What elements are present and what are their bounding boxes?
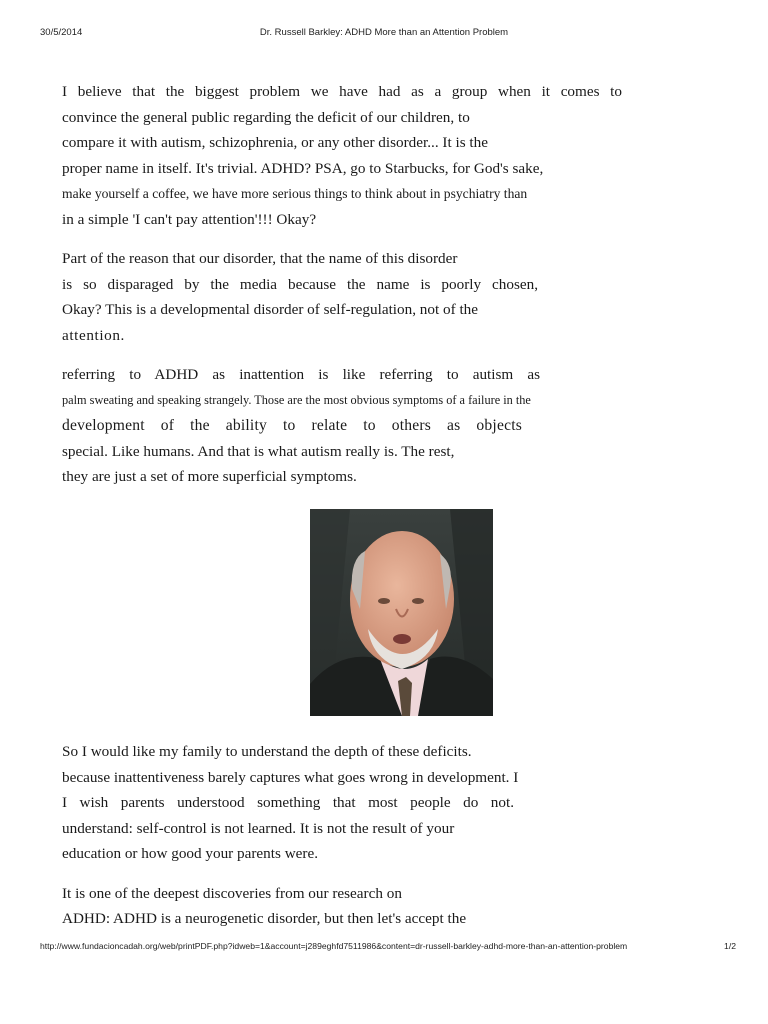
page-number: 1/2 <box>724 941 736 951</box>
text-line: convince the general public regarding the deficit of our children, to <box>62 108 470 126</box>
text-line: understand: self-control is not learned. It is not the result of your <box>62 819 455 837</box>
text-line: It is one of the deepest discoveries from our research on <box>62 884 402 902</box>
text-line: attention. <box>62 326 125 344</box>
paragraph-5 <box>62 881 622 932</box>
speaker-photo-image <box>310 509 493 716</box>
text-line: ADHD: ADHD is a neurogenetic disorder, but then let's accept the <box>62 910 467 927</box>
text-line: compare it with autism, schizophrenia, or any other disorder... It is the <box>62 134 488 151</box>
text-line: special. Like humans. And that is what autism really is. The rest, <box>62 442 455 460</box>
text-line: proper name in itself. It's trivial. ADHD? PSA, go to Starbucks, for God's sake, <box>62 159 544 177</box>
text-line: I wish parents understood something that most people do not. <box>62 794 514 811</box>
text-line: education or how good your parents were. <box>62 845 318 862</box>
text-line: because inattentiveness barely captures what goes wrong in development. I <box>62 768 519 786</box>
article-body-continued <box>62 739 622 946</box>
text-line: they are just a set of more superficial symptoms. <box>62 468 357 485</box>
text-line: Part of the reason that our disorder, that the name of this disorder <box>62 250 458 267</box>
speaker-photo <box>310 509 493 716</box>
text-line: Okay? This is a developmental disorder of self-regulation, not of the <box>62 301 478 318</box>
page-footer <box>0 941 768 955</box>
article-body <box>62 79 622 504</box>
paragraph-3 <box>62 362 622 490</box>
text-line: palm sweating and speaking strangely. Those are the most obvious symptoms of a failure in the <box>62 392 531 407</box>
text-line: referring to ADHD as inattention is like referring to autism as <box>62 366 540 383</box>
paragraph-1 <box>62 79 622 232</box>
page-header <box>0 27 768 41</box>
text-line: in a simple 'I can't pay attention'!!! Okay? <box>62 210 317 228</box>
header-title: Dr. Russell Barkley: ADHD More than an Attention Problem <box>259 27 509 38</box>
text-line: I believe that the biggest problem we have had as a group when it comes to <box>62 83 622 100</box>
header-date: 30/5/2014 <box>40 27 83 38</box>
text-line: make yourself a coffee, we have more serious things to think about in psychiatry than <box>62 186 528 201</box>
text-line: is so disparaged by the media because the name is poorly chosen, <box>62 275 538 293</box>
paragraph-4 <box>62 739 622 867</box>
footer-url: http://www.fundacioncadah.org/web/printPDF.php?idweb=1&account=j289eghfd7511986&content=dr-russell-barkley-adhd-more-than-an-attention-problem <box>40 941 628 951</box>
paragraph-2 <box>62 246 622 348</box>
text-line: So I would like my family to understand the depth of these deficits. <box>62 743 472 760</box>
text-line: development of the ability to relate to others as objects <box>62 417 522 434</box>
